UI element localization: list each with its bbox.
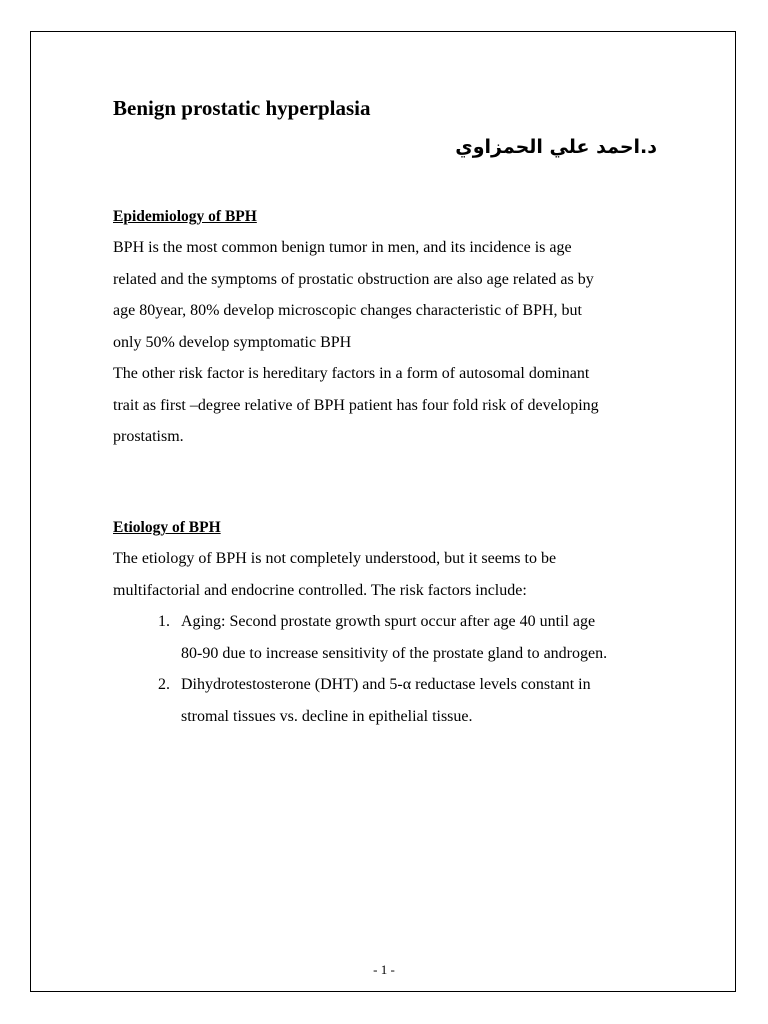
- etiology-intro: [113, 543, 661, 606]
- epidemiology-section: [113, 201, 661, 453]
- text-line: 80-90 due to increase sensitivity of the prostate gland to androgen.: [181, 644, 608, 662]
- text-line: trait as first –degree relative of BPH patient has four fold risk of developing: [113, 396, 599, 414]
- list-item-number: 2.: [158, 676, 170, 693]
- text-line: stromal tissues vs. decline in epithelial tissue.: [181, 707, 473, 725]
- text-line: age 80year, 80% develop microscopic changes characteristic of BPH, but: [113, 302, 582, 319]
- epidemiology-heading: Epidemiology of BPH: [113, 208, 257, 225]
- etiology-heading: Etiology of BPH: [113, 519, 221, 536]
- text-line: multifactorial and endocrine controlled. The risk factors include:: [113, 581, 527, 599]
- etiology-section: [113, 512, 661, 732]
- list-item-number: 1.: [158, 613, 170, 630]
- text-line: Aging: Second prostate growth spurt occur after age 40 until age: [181, 613, 596, 630]
- text-line: related and the symptoms of prostatic obstruction are also age related as by: [113, 270, 594, 288]
- list-item: [113, 669, 661, 732]
- epidemiology-paragraph-1: [113, 232, 661, 358]
- text-line: only 50% develop symptomatic BPH: [113, 333, 352, 351]
- text-line: BPH is the most common benign tumor in men, and its incidence is age: [113, 239, 572, 256]
- epidemiology-paragraph-2: [113, 358, 661, 453]
- risk-factor-list: [113, 606, 661, 732]
- document-title: Benign prostatic hyperplasia: [113, 96, 371, 120]
- page-number: - 1 -: [373, 962, 395, 977]
- text-line: prostatism.: [113, 428, 184, 445]
- list-item: [113, 606, 661, 669]
- text-line: Dihydrotestosterone (DHT) and 5-α reductase levels constant in: [181, 676, 591, 693]
- text-line: The other risk factor is hereditary factors in a form of autosomal dominant: [113, 365, 590, 382]
- author-name: د.احمد علي الحمزاوي: [455, 136, 657, 158]
- text-line: The etiology of BPH is not completely understood, but it seems to be: [113, 550, 557, 567]
